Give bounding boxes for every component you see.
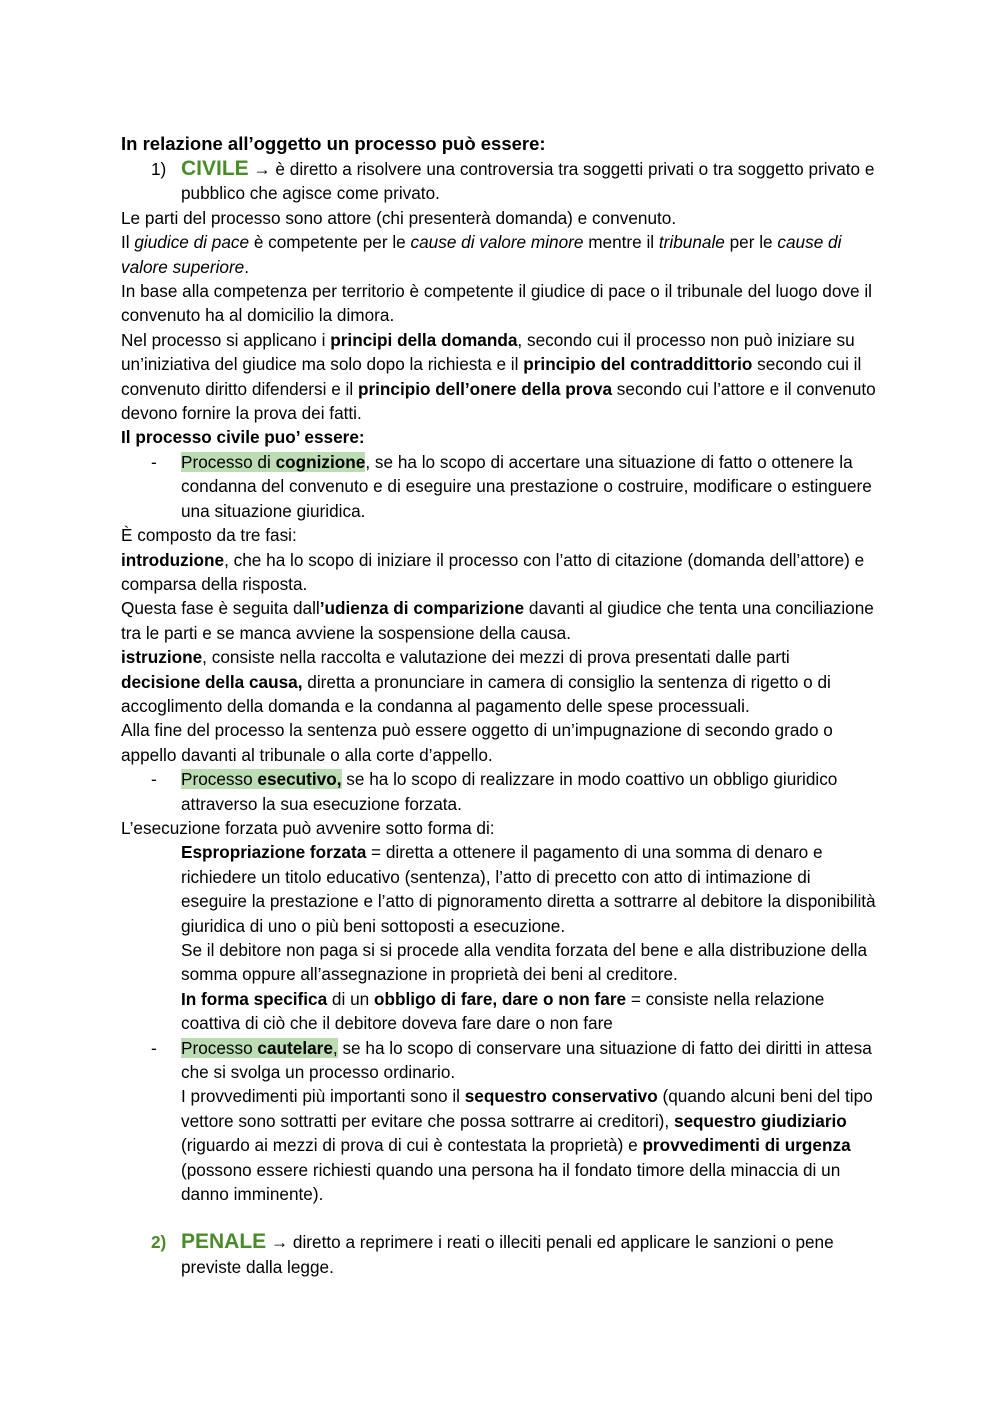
highlight	[181, 452, 365, 472]
text: Nel processo si applicano i	[121, 329, 331, 350]
list-item-cautelare	[121, 1036, 881, 1085]
text: se ha lo scopo di realizzare in modo coattivo un obbligo giuridico attraverso la sua esecuzione forzata.	[181, 769, 838, 814]
bold-text: decisione della causa,	[121, 671, 303, 692]
bold-text: provvedimenti di urgenza	[642, 1135, 851, 1156]
italic-text: giudice di pace	[134, 232, 250, 253]
highlight	[181, 769, 342, 789]
penale-title: PENALE	[181, 1230, 267, 1254]
list-dash: -	[151, 451, 157, 472]
list-item-cognizione	[121, 450, 881, 523]
text: = consiste nella relazione coattiva di ciò che il debitore doveva fare dare o non fare	[181, 988, 825, 1034]
text: , consiste nella raccolta e valutazione dei mezzi di prova presentati dalle parti	[202, 647, 790, 668]
list-item-penale	[121, 1230, 881, 1279]
bold-text: principio dell’onere della prova	[357, 378, 613, 399]
highlight	[181, 1038, 338, 1058]
paragraph-istruzione	[121, 645, 881, 669]
paragraph-espropriazione	[121, 840, 881, 938]
bold-text: sequestro giudiziario	[673, 1110, 847, 1131]
paragraph-debitore: Se il debitore non paga si si procede alla vendita forzata del bene e alla distribuzione della somma oppure all’assegnazione in proprietà dei beni al creditore.	[181, 940, 868, 985]
paragraph-decisione	[121, 670, 881, 719]
text: di un	[327, 988, 374, 1009]
paragraph-territorio: In base alla competenza per territorio è competente il giudice di pace o il tribunale del luogo dove il convenuto ha al domicilio la dimora.	[121, 281, 872, 326]
text: davanti al giudice che tenta una conciliazione tra le parti e se manca avviene la sospensione della causa.	[121, 598, 874, 643]
text: , se ha lo scopo di accertare una situazione di fatto o ottenere la condanna del convenuto e di eseguire una prestazione o costruire, modificare o estinguere una situazione giuridica.	[181, 451, 872, 521]
bold-text: esecutivo,	[257, 769, 342, 790]
paragraph-fasi: È composto da tre fasi:	[121, 525, 297, 546]
list-number: 1)	[151, 159, 167, 179]
italic-text: cause di valore superiore	[121, 232, 842, 277]
bold-text: Espropriazione forzata	[181, 842, 367, 863]
list-number: 2)	[151, 1232, 167, 1253]
bold-text: cautelare	[257, 1037, 333, 1058]
text: (possono essere richiesti quando una persona ha il fondato timore della minaccia di un danno imminente).	[181, 1159, 841, 1205]
bold-text: ’udienza di comparizione	[319, 598, 525, 619]
list-item-esecutivo	[121, 767, 881, 816]
bold-text: principio del contraddittorio	[523, 354, 753, 375]
bold-text: cognizione	[275, 451, 366, 472]
text: Processo di	[181, 451, 276, 472]
text: (riguardo ai mezzi di prova di cui è contestata la proprietà) e	[181, 1135, 643, 1156]
bold-text: sequestro conservativo	[464, 1086, 658, 1107]
text: ,	[332, 1037, 338, 1058]
italic-text: cause di valore minore	[410, 232, 584, 253]
text: (quando alcuni beni del tipo vettore sono sottratti per evitare che possa sottrarre ai creditori),	[181, 1086, 873, 1131]
bold-text: principi della domanda	[330, 329, 518, 350]
text: è competente per le	[249, 232, 411, 253]
text: secondo cui il convenuto diritto difendersi e il	[121, 354, 862, 399]
text: = diretta a ottenere il pagamento di una somma di denaro e richiedere un titolo educativo (sentenza), l’atto di precetto con atto di intimazione di eseguire la prestazione e l’atto di pignoramento diretta a sottrarre al debitore la disponibilità giuridica di uno o più beni sottoposti a esecuzione.	[181, 842, 876, 936]
list-item-civile	[121, 157, 881, 206]
penale-description: → diretto a reprimere i reati o illeciti penali ed applicare le sanzioni o pene previste dalla legge.	[181, 1232, 834, 1277]
text: .	[244, 256, 250, 277]
italic-text: tribunale	[658, 232, 725, 253]
text: per le	[724, 232, 778, 253]
document-page	[121, 131, 881, 1279]
paragraph-principi	[121, 328, 881, 426]
paragraph-civile-essere	[121, 425, 881, 449]
paragraph-provvedimenti	[121, 1084, 881, 1206]
section-heading: In relazione all’oggetto un processo può essere:	[121, 133, 546, 154]
paragraph-giudice	[121, 230, 881, 279]
bold-text: obbligo di fare, dare o non fare	[373, 988, 627, 1009]
civile-description: → è diretto a risolvere una controversia tra soggetti privati o tra soggetto privato e pubblico che agisce come privato.	[181, 159, 875, 204]
paragraph-forma-specifica	[121, 987, 881, 1036]
paragraph-fine: Alla fine del processo la sentenza può essere oggetto di un’impugnazione di secondo grado o appello davanti al tribunale o alla corte d’appello.	[121, 720, 833, 765]
paragraph-parti: Le parti del processo sono attore (chi presenterà domanda) e convenuto.	[121, 207, 677, 228]
text: se ha lo scopo di conservare una situazione di fatto dei diritti in attesa che si svolga un processo ordinario.	[181, 1037, 872, 1083]
text: Il	[121, 232, 135, 253]
civile-title: CIVILE	[181, 157, 249, 180]
bold-text: In forma specifica	[181, 988, 328, 1009]
paragraph-esecuzione: L’esecuzione forzata può avvenire sotto forma di:	[121, 817, 495, 838]
paragraph-udienza	[121, 596, 881, 645]
text: I provvedimenti più importanti sono il	[181, 1086, 465, 1107]
spacer	[121, 1206, 881, 1230]
list-dash: -	[151, 1037, 157, 1058]
text: , secondo cui il processo non può iniziare su un’iniziativa del giudice ma solo dopo la richiesta e il	[121, 329, 855, 375]
text: diretta a pronunciare in camera di consiglio la sentenza di rigetto o di accoglimento della domanda e la condanna al pagamento delle spese processuali.	[121, 671, 831, 716]
text: Questa fase è seguita dall	[121, 598, 320, 619]
paragraph-introduzione	[121, 548, 881, 597]
text: mentre il	[583, 232, 659, 253]
text: Processo	[181, 1037, 258, 1058]
text: secondo cui l’attore e il convenuto devono fornire la prova dei fatti.	[121, 378, 876, 424]
bold-text: Il processo civile puo’ essere:	[121, 427, 365, 448]
list-dash: -	[151, 769, 157, 790]
bold-text: introduzione	[121, 549, 225, 570]
bold-text: istruzione	[121, 647, 203, 668]
text: Processo	[181, 769, 258, 790]
text: , che ha lo scopo di iniziare il processo con l’atto di citazione (domanda dell’attore) e comparsa della risposta.	[121, 549, 865, 594]
